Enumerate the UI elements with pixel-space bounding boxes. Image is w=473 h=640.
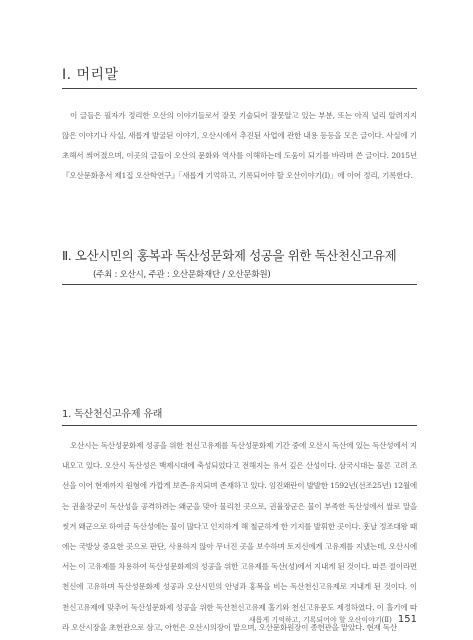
running-title: 새롭게 기억하고, 기록되어야 할 오산이야기(Ⅱ): [248, 616, 392, 624]
section2-subheading: (주최 : 오산시, 주관 : 오산문화재단 / 오산문화원): [93, 270, 271, 280]
section1-paragraph: 이 글들은 필자가 정리한 오산의 이야기들로서 잘못 기술되어 잘못알고 있는 부분, 또는 아직 널리 알려지지 않은 이야기나 사실, 새롭게 발굴된 이야기, 오산시에서 추진된 사업에 관한 내용 등등을 모은 글이다. 사실에 기초해서 씌어졌으며, 이곳의 글들이 오산의 문화와 역사를 이해하는데 도움이 되기를 바라며 쓴 글이다. 2015년『오산문화총서 제1집 오산학연구』「새롭게 기억하고, 기록되어야 할 오산이야기(Ⅰ)」에 이어 정리, 기록한다.: [62, 111, 417, 180]
section3-divider: [62, 425, 417, 426]
page-footer: [249, 614, 417, 625]
section2-divider: [62, 284, 417, 285]
section1-divider: [62, 88, 417, 89]
section2-heading: Ⅱ. 오산시민의 홍복과 독산성문화제 성공을 위한 독산천신고유제: [62, 248, 397, 263]
section1-heading: Ⅰ. 머리말: [62, 67, 119, 83]
page-number: 151: [397, 614, 417, 625]
section3-heading: 1. 독산천신고유제 유래: [62, 409, 163, 420]
section3-paragraph: 오산시는 독산성문화제 성공을 위한 천신고유제를 독산성문화제 기간 중에 오산시 독산에 있는 독산성에서 지내오고 있다. 오산시 독산성은 백제시대에 축성되었다고 전해지는 유서 깊은 산성이다. 삼국시대는 물론 고려 조선을 이어 현재까지 원형에 가깝게 보존·유지되며 존재하고 있다. 임진왜란이 발발한 1592년(선조25년) 12월에는 권율장군이 독산성을 공격하려는 왜군을 맞아 물리친 곳으로, 권율장군은 물이 부족한 독산성에서 쌀로 말을 씻겨 왜군으로 하여금 독산성에는 물이 많다고 인지하게 해 철군하게 한 기지를 발휘한 곳이다. 훗날 정조대왕 때에는 국방상 중요한 곳으로 판단, 사용하지 않아 무너진 곳을 보수하며 토지신에게 고유제를 지냈는데, 오산시에서는 이 고유제를 차용하여 독산성문화제의 성공을 위한 고유제를 독산(성)에서 지내게 된 것이다. 따른 절이라면 천신에 고유하며 독산성문화제 성공과 오산시민의 안녕과 홍복을 비는 독산천신고유제로 지내게 된 것이다. 이 천신고유제에 맞추어 독산성문화제 성공을 위한 독산천신고유제 홀기와 천신고유문도 제정하였다. 이 홀기에 따라 오산시장을 초헌관으로 삼고, 아헌은 오산시의장이 맡으며, 오산문화원장이 종헌관을 맡았다. 현재 독산: [62, 441, 417, 632]
